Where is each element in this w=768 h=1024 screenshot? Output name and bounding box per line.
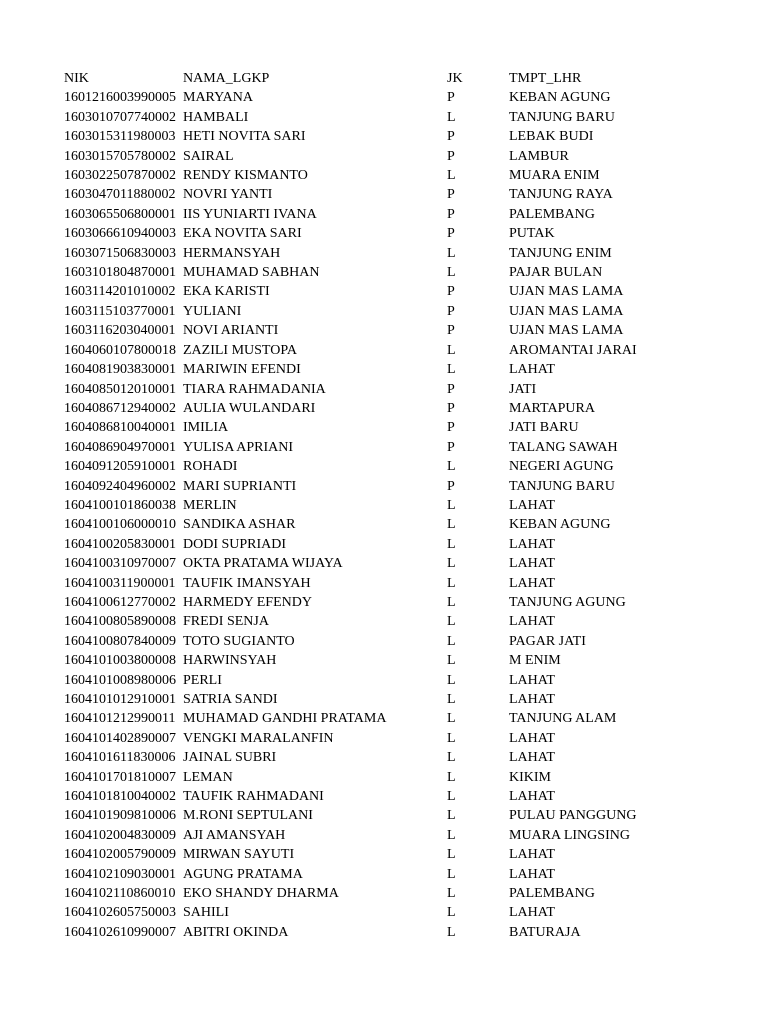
- cell-nama-lgkp: AULIA WULANDARI: [183, 400, 316, 416]
- cell-nik: 1604100101860038: [64, 497, 176, 513]
- cell-nama-lgkp: EKO SHANDY DHARMA: [183, 886, 339, 902]
- cell-jk: L: [447, 459, 456, 475]
- cell-tmpt-lhr: KEBAN AGUNG: [509, 90, 611, 106]
- cell-tmpt-lhr: PALEMBANG: [509, 886, 595, 902]
- cell-tmpt-lhr: M ENIM: [509, 653, 561, 669]
- cell-tmpt-lhr: TALANG SAWAH: [509, 439, 618, 455]
- table-row: [64, 108, 709, 127]
- table-row: [64, 845, 709, 864]
- cell-tmpt-lhr: TANJUNG AGUNG: [509, 594, 626, 610]
- table-row: [64, 787, 709, 806]
- cell-jk: P: [447, 129, 455, 145]
- cell-nik: 1604086712940002: [64, 400, 176, 416]
- table-row: [64, 282, 709, 301]
- cell-nama-lgkp: SATRIA SANDI: [183, 692, 278, 707]
- table-row: [64, 166, 709, 185]
- cell-tmpt-lhr: PUTAK: [509, 226, 555, 242]
- table-row: [64, 147, 709, 166]
- cell-nama-lgkp: MARIWIN EFENDI: [183, 362, 301, 378]
- cell-nama-lgkp: HERMANSYAH: [183, 245, 281, 261]
- table-row: [64, 380, 709, 399]
- cell-jk: L: [447, 750, 456, 766]
- cell-nama-lgkp: MUHAMAD GANDHI PRATAMA: [183, 711, 387, 727]
- cell-nama-lgkp: FREDI SENJA: [183, 614, 269, 630]
- cell-nik: 1603015311980003: [64, 129, 176, 145]
- table-row: [64, 515, 709, 534]
- cell-tmpt-lhr: JATI: [509, 381, 537, 397]
- cell-tmpt-lhr: LAHAT: [509, 536, 555, 552]
- cell-nama-lgkp: TOTO SUGIANTO: [183, 633, 295, 649]
- cell-jk: L: [447, 362, 456, 378]
- table-row: [64, 341, 709, 360]
- cell-jk: L: [447, 692, 456, 707]
- cell-tmpt-lhr: BATURAJA: [509, 924, 581, 940]
- cell-tmpt-lhr: LAHAT: [509, 847, 555, 863]
- cell-nik: 1604092404960002: [64, 478, 176, 494]
- cell-nama-lgkp: TIARA RAHMADANIA: [183, 381, 326, 397]
- cell-jk: P: [447, 323, 455, 339]
- cell-nik: 1604100807840009: [64, 633, 176, 649]
- cell-jk: P: [447, 303, 455, 319]
- cell-jk: L: [447, 924, 456, 940]
- cell-jk: L: [447, 847, 456, 863]
- cell-nama-lgkp: JAINAL SUBRI: [183, 750, 277, 766]
- cell-tmpt-lhr: LAHAT: [509, 362, 555, 378]
- cell-tmpt-lhr: AROMANTAI JARAI: [509, 342, 637, 358]
- cell-tmpt-lhr: LAHAT: [509, 497, 555, 513]
- cell-jk: L: [447, 633, 456, 649]
- table-row: [64, 593, 709, 612]
- cell-nik: 1603065506800001: [64, 206, 176, 222]
- cell-nik: 1604102004830009: [64, 827, 176, 843]
- header-nik: NIK: [64, 71, 89, 86]
- cell-nama-lgkp: SAHILI: [183, 905, 229, 921]
- cell-nik: 1604102605750003: [64, 905, 176, 921]
- cell-nama-lgkp: EKA NOVITA SARI: [183, 226, 302, 242]
- table-header: [64, 69, 709, 88]
- cell-nama-lgkp: HETI NOVITA SARI: [183, 129, 306, 145]
- table-row: [64, 671, 709, 690]
- table-row: [64, 612, 709, 631]
- cell-nama-lgkp: RENDY KISMANTO: [183, 168, 308, 184]
- cell-jk: L: [447, 769, 456, 785]
- cell-tmpt-lhr: KEBAN AGUNG: [509, 517, 611, 533]
- cell-nama-lgkp: MARYANA: [183, 90, 254, 106]
- cell-nama-lgkp: YULIANI: [183, 303, 242, 319]
- cell-jk: P: [447, 90, 455, 106]
- cell-jk: P: [447, 226, 455, 242]
- cell-nama-lgkp: NOVRI YANTI: [183, 187, 273, 203]
- cell-nama-lgkp: ZAZILI MUSTOPA: [183, 342, 297, 358]
- table-row: [64, 496, 709, 515]
- cell-nik: 1603115103770001: [64, 303, 176, 319]
- cell-nik: 1604101909810006: [64, 808, 176, 824]
- table-row: [64, 865, 709, 884]
- cell-tmpt-lhr: JATI BARU: [509, 420, 579, 436]
- header-jk: JK: [447, 71, 463, 86]
- cell-tmpt-lhr: LEBAK BUDI: [509, 129, 594, 145]
- cell-tmpt-lhr: LAHAT: [509, 614, 555, 630]
- cell-jk: P: [447, 420, 455, 436]
- cell-jk: P: [447, 478, 455, 494]
- cell-jk: L: [447, 827, 456, 843]
- cell-tmpt-lhr: LAHAT: [509, 575, 555, 591]
- table-row: [64, 263, 709, 282]
- cell-tmpt-lhr: PALEMBANG: [509, 206, 595, 222]
- cell-tmpt-lhr: LAHAT: [509, 672, 555, 688]
- cell-nik: 1601216003990005: [64, 90, 176, 106]
- table-row: [64, 224, 709, 243]
- cell-nama-lgkp: YULISA APRIANI: [183, 439, 294, 455]
- cell-nik: 1604101810040002: [64, 789, 176, 805]
- cell-tmpt-lhr: TANJUNG RAYA: [509, 187, 613, 203]
- table-row: [64, 729, 709, 748]
- table-row: [64, 574, 709, 593]
- cell-jk: L: [447, 789, 456, 805]
- table-row: [64, 88, 709, 107]
- cell-nik: 1604100612770002: [64, 594, 176, 610]
- cell-nama-lgkp: PERLI: [183, 672, 222, 688]
- cell-nama-lgkp: TAUFIK IMANSYAH: [183, 575, 311, 591]
- cell-nama-lgkp: SAIRAL: [183, 148, 234, 164]
- cell-jk: L: [447, 109, 456, 125]
- table-row: [64, 399, 709, 418]
- cell-nik: 1603071506830003: [64, 245, 176, 261]
- table-row: [64, 923, 709, 942]
- cell-nik: 1604101008980006: [64, 672, 176, 688]
- cell-tmpt-lhr: PULAU PANGGUNG: [509, 808, 637, 824]
- cell-tmpt-lhr: LAHAT: [509, 556, 555, 572]
- cell-nik: 1603066610940003: [64, 226, 176, 242]
- cell-nama-lgkp: DODI SUPRIADI: [183, 536, 287, 552]
- cell-nama-lgkp: OKTA PRATAMA WIJAYA: [183, 556, 343, 572]
- table-row: [64, 244, 709, 263]
- table-row: [64, 185, 709, 204]
- cell-nik: 1603047011880002: [64, 187, 176, 203]
- cell-nama-lgkp: ROHADI: [183, 459, 238, 475]
- cell-jk: P: [447, 400, 455, 416]
- table-row: [64, 632, 709, 651]
- cell-jk: L: [447, 556, 456, 572]
- cell-nik: 1604102110860010: [64, 886, 176, 902]
- cell-tmpt-lhr: UJAN MAS LAMA: [509, 303, 624, 319]
- cell-nik: 1603101804870001: [64, 265, 176, 281]
- cell-nama-lgkp: MARI SUPRIANTI: [183, 478, 297, 494]
- cell-nama-lgkp: AGUNG PRATAMA: [183, 866, 303, 882]
- cell-jk: L: [447, 536, 456, 552]
- table-row: [64, 360, 709, 379]
- cell-nama-lgkp: NOVI ARIANTI: [183, 323, 279, 339]
- cell-tmpt-lhr: UJAN MAS LAMA: [509, 284, 624, 300]
- cell-nama-lgkp: EKA KARISTI: [183, 284, 270, 300]
- cell-nama-lgkp: MERLIN: [183, 497, 237, 513]
- table-row: [64, 554, 709, 573]
- cell-nama-lgkp: VENGKI MARALANFIN: [183, 730, 334, 746]
- cell-jk: L: [447, 614, 456, 630]
- cell-tmpt-lhr: TANJUNG ALAM: [509, 711, 617, 727]
- cell-jk: L: [447, 594, 456, 610]
- cell-tmpt-lhr: TANJUNG BARU: [509, 109, 615, 125]
- cell-jk: L: [447, 866, 456, 882]
- cell-nik: 1603116203040001: [64, 323, 176, 339]
- table-row: [64, 438, 709, 457]
- cell-jk: L: [447, 265, 456, 281]
- cell-nik: 1604100310970007: [64, 556, 176, 572]
- table-row: [64, 535, 709, 554]
- cell-nik: 1604085012010001: [64, 381, 176, 397]
- table-row: [64, 651, 709, 670]
- cell-nama-lgkp: LEMAN: [183, 769, 233, 785]
- table-row: [64, 768, 709, 787]
- cell-nama-lgkp: TAUFIK RAHMADANI: [183, 789, 324, 805]
- cell-jk: P: [447, 381, 455, 397]
- cell-nik: 1604100311900001: [64, 575, 176, 591]
- cell-jk: L: [447, 905, 456, 921]
- table-row: [64, 127, 709, 146]
- cell-jk: P: [447, 187, 455, 203]
- cell-tmpt-lhr: PAGAR JATI: [509, 633, 586, 649]
- cell-nik: 1604102109030001: [64, 866, 176, 882]
- table-body: [64, 88, 709, 942]
- cell-tmpt-lhr: LAHAT: [509, 692, 555, 707]
- cell-jk: L: [447, 808, 456, 824]
- cell-nama-lgkp: HARWINSYAH: [183, 653, 277, 669]
- cell-nik: 1603022507870002: [64, 168, 176, 184]
- cell-jk: L: [447, 517, 456, 533]
- cell-nama-lgkp: ABITRI OKINDA: [183, 924, 289, 940]
- table-row: [64, 690, 709, 709]
- table-row: [64, 826, 709, 845]
- cell-nik: 1604102005790009: [64, 847, 176, 863]
- cell-nik: 1604101012910001: [64, 692, 176, 707]
- cell-jk: L: [447, 730, 456, 746]
- table-row: [64, 806, 709, 825]
- cell-nik: 1604101701810007: [64, 769, 176, 785]
- cell-tmpt-lhr: PAJAR BULAN: [509, 265, 603, 281]
- cell-nama-lgkp: SANDIKA ASHAR: [183, 517, 296, 533]
- cell-tmpt-lhr: UJAN MAS LAMA: [509, 323, 624, 339]
- cell-nama-lgkp: M.RONI SEPTULANI: [183, 808, 313, 824]
- table-row: [64, 748, 709, 767]
- cell-nik: 1604100106000010: [64, 517, 176, 533]
- cell-nik: 1604086810040001: [64, 420, 176, 436]
- table-row: [64, 418, 709, 437]
- cell-nik: 1603010707740002: [64, 109, 176, 125]
- cell-jk: P: [447, 439, 455, 455]
- cell-tmpt-lhr: MUARA LINGSING: [509, 827, 630, 843]
- cell-jk: P: [447, 284, 455, 300]
- cell-tmpt-lhr: KIKIM: [509, 769, 551, 785]
- cell-jk: L: [447, 497, 456, 513]
- cell-jk: L: [447, 245, 456, 261]
- cell-nama-lgkp: MIRWAN SAYUTI: [183, 847, 295, 863]
- cell-nama-lgkp: AJI AMANSYAH: [183, 827, 286, 843]
- table-row: [64, 884, 709, 903]
- cell-nik: 1604101611830006: [64, 750, 176, 766]
- cell-nama-lgkp: HARMEDY EFENDY: [183, 594, 312, 610]
- cell-nik: 1604086904970001: [64, 439, 176, 455]
- table-row: [64, 457, 709, 476]
- cell-nik: 1604101402890007: [64, 730, 176, 746]
- cell-nama-lgkp: MUHAMAD SABHAN: [183, 265, 320, 281]
- table-row: [64, 321, 709, 340]
- table-row: [64, 302, 709, 321]
- cell-nik: 1603114201010002: [64, 284, 176, 300]
- cell-tmpt-lhr: LAHAT: [509, 905, 555, 921]
- cell-tmpt-lhr: LAMBUR: [509, 148, 569, 164]
- cell-nik: 1604060107800018: [64, 342, 176, 358]
- cell-nik: 1604100205830001: [64, 536, 176, 552]
- cell-nama-lgkp: IMILIA: [183, 420, 229, 436]
- cell-tmpt-lhr: TANJUNG BARU: [509, 478, 615, 494]
- cell-jk: P: [447, 148, 455, 164]
- cell-tmpt-lhr: TANJUNG ENIM: [509, 245, 612, 261]
- cell-nik: 1603015705780002: [64, 148, 176, 164]
- cell-tmpt-lhr: LAHAT: [509, 789, 555, 805]
- cell-nama-lgkp: IIS YUNIARTI IVANA: [183, 206, 317, 222]
- header-row: [64, 69, 709, 88]
- header-nama-lgkp: NAMA_LGKP: [183, 71, 270, 86]
- cell-jk: L: [447, 711, 456, 727]
- cell-tmpt-lhr: MUARA ENIM: [509, 168, 600, 184]
- cell-nik: 1604102610990007: [64, 924, 176, 940]
- cell-nik: 1604081903830001: [64, 362, 176, 378]
- table-row: [64, 477, 709, 496]
- header-tmpt-lhr: TMPT_LHR: [509, 71, 582, 86]
- records-table: [64, 69, 709, 942]
- cell-tmpt-lhr: LAHAT: [509, 730, 555, 746]
- cell-nama-lgkp: HAMBALI: [183, 109, 249, 125]
- cell-nik: 1604091205910001: [64, 459, 176, 475]
- cell-jk: L: [447, 653, 456, 669]
- cell-tmpt-lhr: LAHAT: [509, 750, 555, 766]
- table-row: [64, 903, 709, 922]
- cell-nik: 1604101003800008: [64, 653, 176, 669]
- cell-tmpt-lhr: MARTAPURA: [509, 400, 595, 416]
- cell-jk: L: [447, 672, 456, 688]
- cell-tmpt-lhr: LAHAT: [509, 866, 555, 882]
- table-row: [64, 205, 709, 224]
- table-row: [64, 709, 709, 728]
- cell-nik: 1604100805890008: [64, 614, 176, 630]
- cell-jk: P: [447, 206, 455, 222]
- cell-jk: L: [447, 886, 456, 902]
- cell-jk: L: [447, 575, 456, 591]
- cell-nik: 1604101212990011: [64, 711, 176, 727]
- cell-jk: L: [447, 342, 456, 358]
- cell-jk: L: [447, 168, 456, 184]
- cell-tmpt-lhr: NEGERI AGUNG: [509, 459, 614, 475]
